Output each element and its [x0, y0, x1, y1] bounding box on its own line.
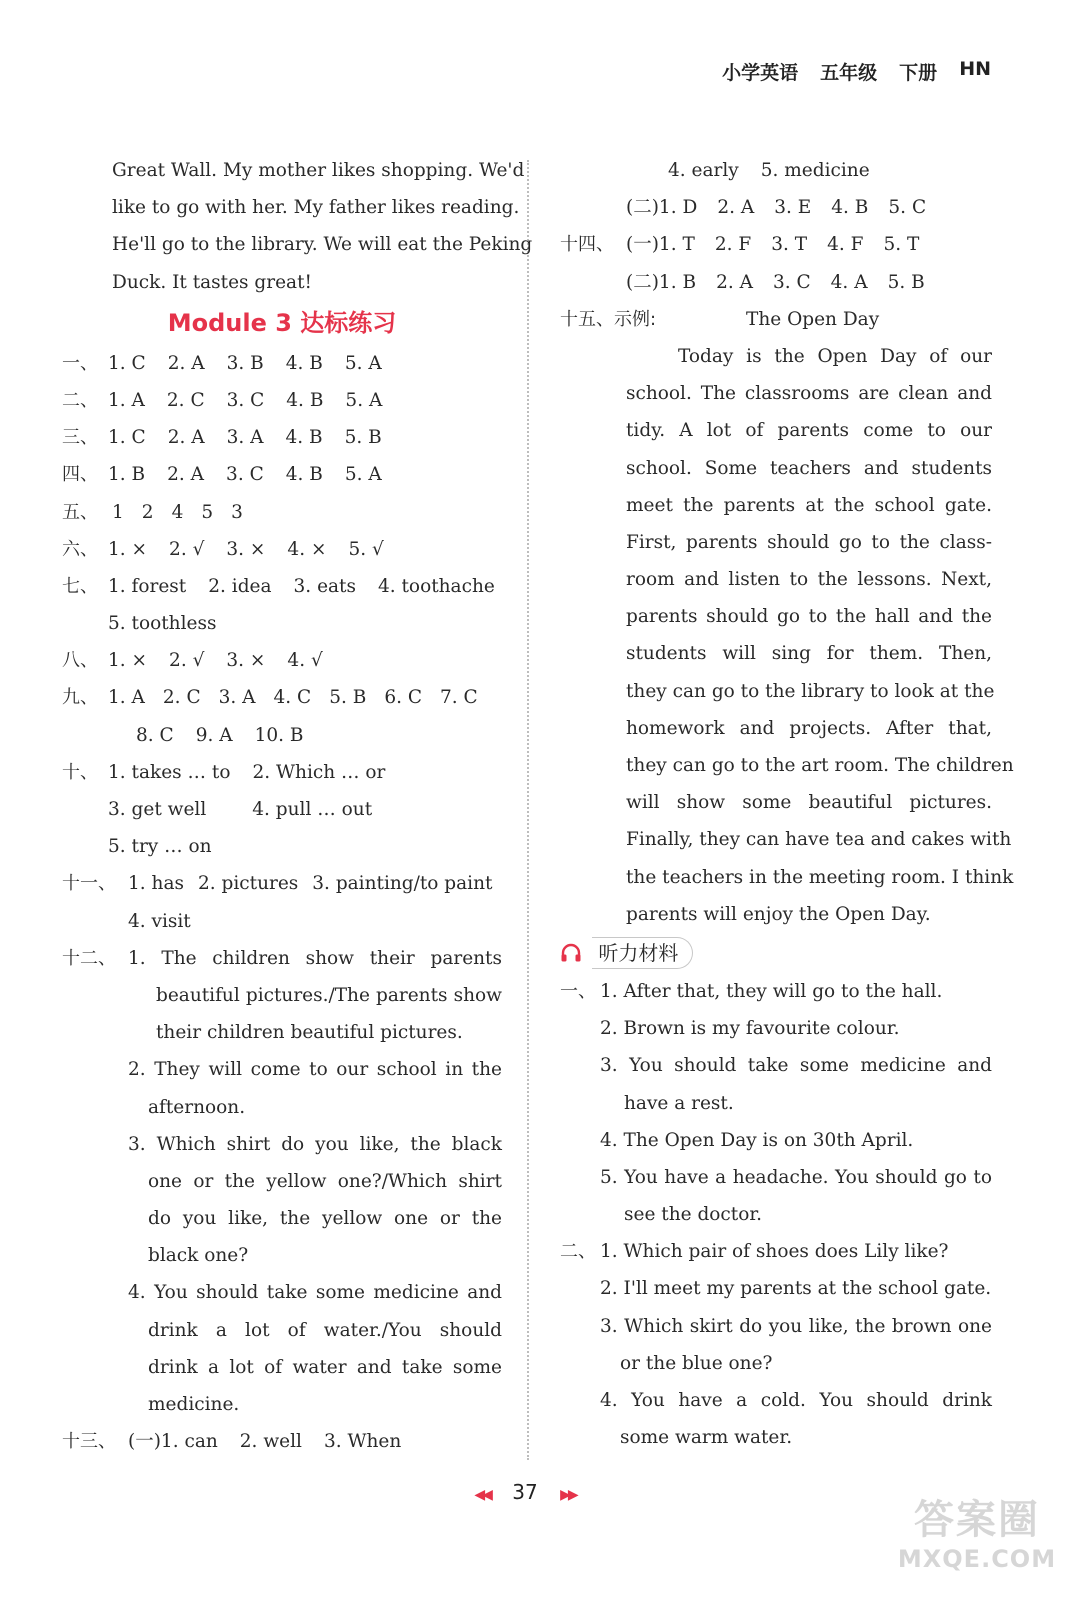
sentence-line: drink a lot of water and take some [148, 1356, 502, 1378]
right-column [560, 152, 1014, 1456]
sentence: 2. I'll meet my parents at the school gate. [600, 1278, 992, 1300]
question-number: 十二、 [62, 947, 116, 969]
sentence-line: medicine. [148, 1394, 240, 1415]
sentence: 1. Which pair of shoes does Lily like? [600, 1241, 949, 1263]
answer: 2. A [167, 464, 205, 486]
essay-line: room and listen to the lessons. Next, [626, 569, 992, 591]
question-number: 一、 [560, 980, 596, 1002]
answer: 4. C [273, 687, 312, 709]
essay-line: school. The classrooms are clean and [626, 383, 992, 405]
sentence: have a rest. [624, 1092, 734, 1114]
answer: 3. B [226, 352, 264, 374]
answer: 3. E [774, 197, 812, 219]
header-edition: HN [959, 58, 991, 80]
answer-row-4 [62, 456, 502, 493]
para-line: like to go with her. My father likes reading. [112, 197, 520, 219]
header-volume: 下册 [899, 62, 938, 84]
answer: 10. B [254, 724, 304, 746]
essay-title: The Open Day [746, 308, 880, 330]
essay-line: school. Some teachers and students [626, 457, 992, 479]
answer: 3. eats [293, 575, 356, 597]
answer: 9. A [195, 724, 233, 746]
essay-line: students will sing for them. Then, [626, 643, 992, 665]
essay-line: parents will enjoy the Open Day. [626, 903, 931, 925]
answer-row-8 [62, 642, 502, 679]
answer: 4. toothache [377, 575, 495, 597]
essay-line: Today is the Open Day of our [678, 345, 992, 367]
page-number: 37 [512, 1480, 538, 1504]
answer: 4. early [668, 160, 739, 181]
answer-row-9b [62, 717, 502, 754]
sentence-line: beautiful pictures./The parents show [156, 984, 502, 1006]
essay-line: First, parents should go to the class- [626, 531, 992, 553]
essay-line: homework and projects. After that, [626, 717, 992, 739]
question-number: 十三、 [62, 1431, 116, 1453]
prev-arrows-icon: ◀◀ [474, 1487, 490, 1503]
answer-row-9 [62, 679, 502, 716]
question-number: 一、 [62, 352, 98, 374]
answer: 3. A [226, 427, 264, 449]
sentence: 5. You have a headache. You should go to [600, 1166, 992, 1188]
answer: 2. A [167, 352, 205, 374]
answer: 2 [141, 501, 154, 523]
answer: 3. C [772, 271, 811, 293]
sentence: 1. The children show their parents [128, 947, 502, 969]
question-number: 十一、 [62, 873, 116, 895]
essay-line: will show some beautiful pictures. [626, 792, 992, 814]
question-number: 四、 [62, 464, 98, 486]
answer: 4. B [831, 197, 869, 219]
essay-line: they can go to the art room. The children [626, 755, 1014, 776]
answer: 4. A [830, 271, 868, 293]
sentence: 4. You have a cold. You should drink [600, 1390, 992, 1411]
answer: 4. √ [287, 650, 323, 672]
answer: 5. C [888, 197, 927, 219]
essay-line: they can go to the library to look at the [626, 680, 995, 702]
answer: 5. B [887, 271, 925, 293]
answer: 5. medicine [760, 160, 870, 181]
left-column [62, 152, 533, 1460]
answer: 4. pull … out [252, 799, 373, 820]
answer-row-14-part2 [560, 264, 992, 301]
watermark-logo: 答案圈 [914, 1497, 1040, 1543]
answer: 2. idea [208, 575, 272, 597]
question-number: 十四、 [560, 234, 614, 256]
answer-row-7 [62, 568, 502, 605]
answer: 1. × [108, 650, 148, 672]
answer: 3. When [323, 1431, 402, 1453]
answer: 5. A [344, 352, 382, 374]
sentence-line: their children beautiful pictures. [156, 1022, 463, 1044]
answer-row-2 [62, 382, 502, 419]
column-divider [527, 160, 529, 1460]
sentence: see the doctor. [624, 1204, 763, 1226]
sentence-line: one or the yellow one?/Which shirt [148, 1170, 502, 1192]
answer: 2. √ [169, 650, 205, 672]
answer: 1. A [108, 389, 145, 411]
answer-row-14 [560, 226, 992, 263]
answer: 3. C [226, 389, 265, 411]
header-subject: 小学英语 [722, 62, 799, 84]
essay-line: meet the parents at the school gate. [626, 494, 992, 516]
answer-row-13 [62, 1423, 502, 1460]
sentence-line: 4. You should take some medicine and [128, 1282, 502, 1304]
question-number: 五、 [62, 501, 98, 523]
listening-header [560, 933, 992, 973]
sentence: 4. The Open Day is on 30th April. [600, 1129, 914, 1151]
answer: 5 [201, 501, 214, 523]
sentence-line: do you like, the yellow one or the [148, 1208, 502, 1230]
answer: 2. A [717, 197, 755, 219]
answer: 5. B [344, 427, 382, 449]
sentence-line: drink a lot of water./You should [148, 1319, 502, 1341]
question-number: 十、 [62, 761, 98, 783]
answer: (二)1. D [626, 197, 698, 219]
answer: (二)1. B [626, 271, 697, 293]
answer-row-12 [62, 940, 502, 977]
listening-label: 听力材料 [592, 937, 693, 969]
answer: (一)1. can [128, 1431, 218, 1453]
question-number: 七、 [62, 575, 98, 597]
para-line: Great Wall. My mother likes shopping. We'd [112, 160, 525, 181]
answer: 1. C [108, 427, 146, 449]
answer-row-10b [62, 791, 502, 828]
answer: 3. C [226, 464, 264, 486]
question-number: 三、 [62, 427, 98, 449]
question-number: 二、 [62, 389, 98, 411]
sentence: 2. Brown is my favourite colour. [600, 1018, 900, 1040]
sentence-line: afternoon. [148, 1096, 246, 1118]
listening-row [560, 1233, 992, 1270]
sentence: 3. You should take some medicine and [600, 1055, 992, 1077]
answer: 8. C [136, 724, 174, 746]
answer-row-13-cont [560, 152, 992, 189]
answer-row-10 [62, 754, 502, 791]
sentence: or the blue one? [620, 1352, 773, 1374]
answer: 2. well [239, 1431, 302, 1453]
answer-row-6 [62, 531, 502, 568]
answer: 5. try … on [108, 836, 212, 858]
answer: 2. pictures [197, 873, 299, 895]
essay-heading [560, 301, 992, 338]
answer: 2. Which … or [252, 761, 386, 783]
answer: 5. T [883, 234, 920, 256]
answer: 3. × [226, 650, 266, 672]
next-arrows-icon: ▶▶ [560, 1487, 576, 1503]
answer: 1. C [108, 352, 146, 374]
answer: 4 [171, 501, 184, 523]
answer-row-11 [62, 865, 502, 902]
question-number: 九、 [62, 687, 98, 709]
essay-line: parents should go to the hall and the [626, 606, 992, 628]
answer: 4. B [285, 352, 323, 374]
answer: 3. T [771, 234, 808, 256]
sentence-line: 2. They will come to our school in the [128, 1059, 502, 1081]
para-line: He'll go to the library. We will eat the Peking [112, 234, 533, 256]
answer-row-1 [62, 345, 502, 382]
answer: 3. A [218, 687, 256, 709]
answer: 5. B [329, 687, 367, 709]
answer: 1. B [108, 464, 146, 486]
sentence: 3. Which skirt do you like, the brown one [600, 1315, 992, 1337]
answer: 4. B [285, 464, 323, 486]
sentence-line: 3. Which shirt do you like, the black [128, 1133, 502, 1155]
sentence: 1. After that, they will go to the hall. [600, 980, 943, 1002]
answer: 6. C [384, 687, 423, 709]
essay-line: Finally, they can have tea and cakes with [626, 829, 1012, 851]
question-number: 六、 [62, 538, 98, 560]
answer: 2. C [162, 687, 201, 709]
answer: (一)1. T [626, 234, 695, 256]
answer: 1. has [128, 873, 184, 895]
headphones-icon [560, 943, 582, 963]
answer: 1. forest [108, 575, 187, 597]
answer: 5. √ [348, 538, 384, 560]
answer: 5. toothless [108, 613, 217, 635]
watermark [891, 1488, 1063, 1573]
answer: 3 [231, 501, 243, 523]
answer-row-13-part2 [560, 189, 992, 226]
sentence: some warm water. [620, 1427, 793, 1449]
answer: 4. B [285, 427, 323, 449]
listening-row [560, 973, 992, 1010]
answer-row-3 [62, 419, 502, 456]
answer: 3. × [226, 538, 266, 560]
answer: 5. A [344, 464, 382, 486]
question-number: 十五、示例: [560, 308, 657, 330]
module-title: Module 3 达标练习 [167, 308, 397, 337]
answer: 4. F [827, 234, 864, 256]
question-number: 八、 [62, 650, 98, 672]
watermark-url: MXQE.COM [897, 1545, 1057, 1573]
answer: 3. get well [108, 799, 207, 820]
sentence-line: black one? [148, 1245, 249, 1267]
answer: 4. visit [128, 910, 191, 932]
answer-row-5 [62, 494, 502, 531]
answer: 5. A [345, 389, 383, 411]
answer: 3. painting/to paint [312, 873, 493, 895]
answer: 2. A [167, 427, 205, 449]
answer: 2. C [166, 389, 205, 411]
para-line: Duck. It tastes great! [112, 271, 312, 293]
question-number: 二、 [560, 1241, 596, 1263]
essay-line: tidy. A lot of parents come to our [626, 420, 992, 442]
answer: 4. B [286, 389, 324, 411]
answer: 7. C [440, 687, 478, 709]
answer: 1. × [108, 538, 148, 560]
answer: 2. A [716, 271, 753, 293]
header-grade: 五年级 [820, 62, 878, 84]
answer: 1 [112, 501, 124, 523]
page-header [722, 58, 991, 85]
answer: 1. takes … to [108, 761, 231, 783]
answer: 1. A [108, 687, 145, 709]
essay-line: the teachers in the meeting room. I think [626, 866, 1014, 888]
answer: 2. √ [169, 538, 205, 560]
page-footer [450, 1480, 600, 1504]
answer: 4. × [287, 538, 327, 560]
answer: 2. F [714, 234, 752, 256]
